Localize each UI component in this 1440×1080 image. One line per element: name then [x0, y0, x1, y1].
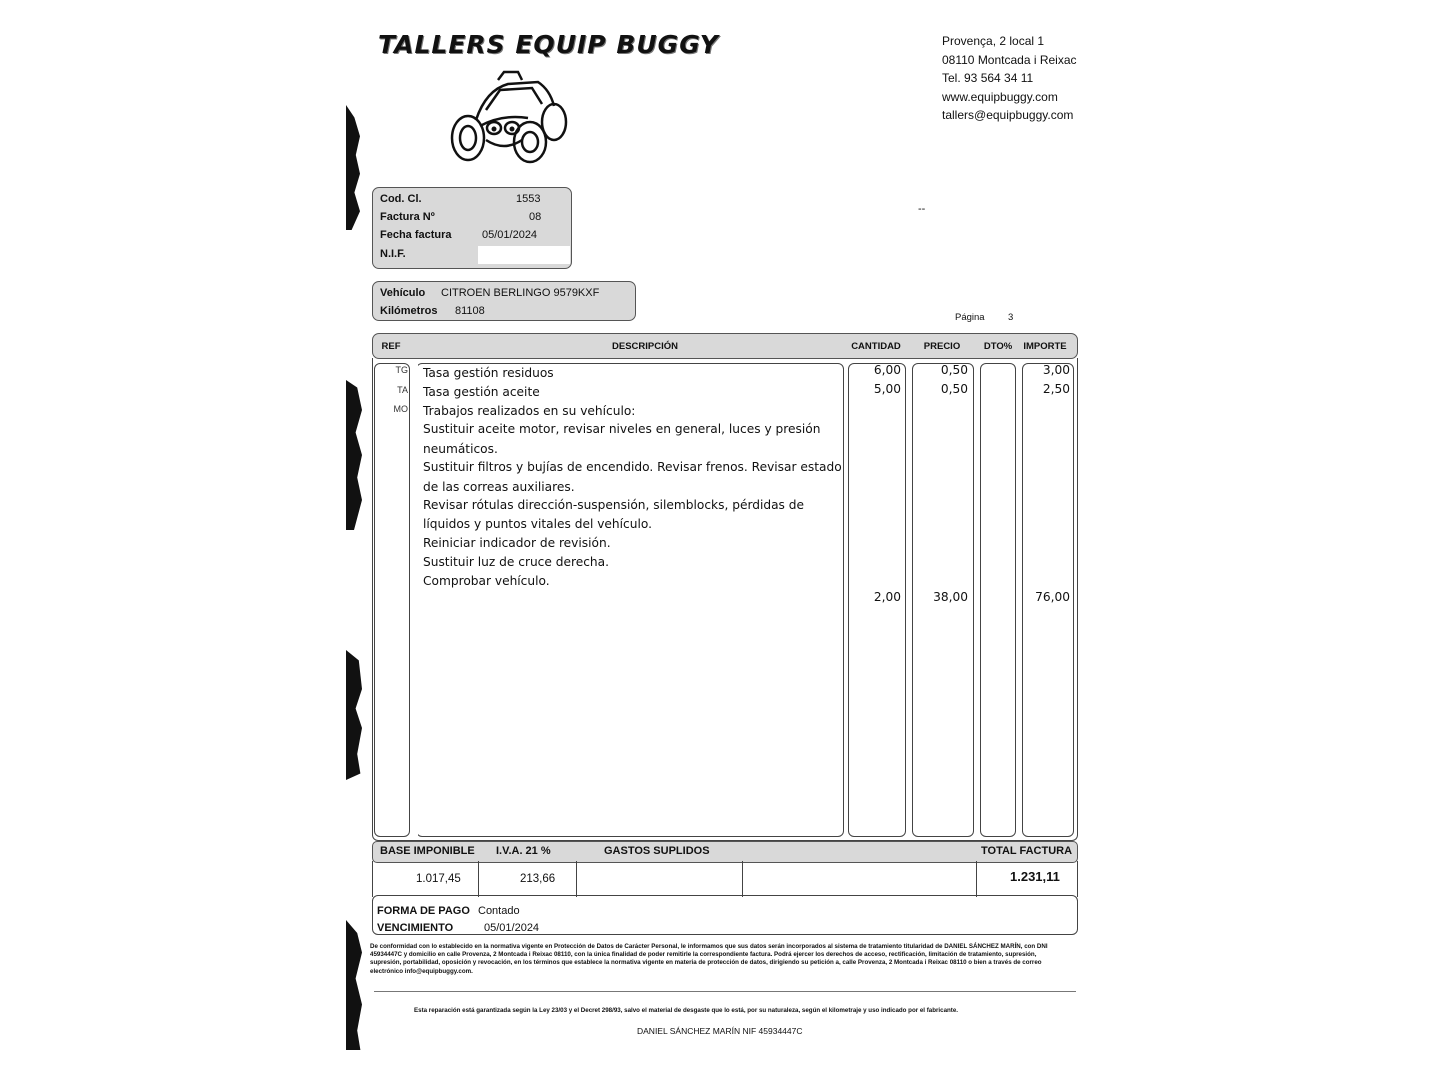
description-line: Tasa gestión residuos [423, 366, 554, 380]
totals-divider [576, 861, 577, 897]
total-factura-label: TOTAL FACTURA [981, 845, 1073, 857]
description-line: Revisar rótulas dirección-suspensión, silemblocks, pérdidas de [423, 498, 805, 512]
nif-redaction [478, 246, 570, 264]
row-precio: 38,00 [933, 590, 968, 604]
row-ref: MO [393, 404, 408, 414]
description-line: Sustituir filtros y bujías de encendido. Revisar frenos. Revisar estado [423, 460, 842, 474]
total-factura-value: 1.231,11 [1010, 869, 1060, 884]
header-precio: PRECIO [923, 341, 961, 352]
factura-value: 08 [529, 211, 542, 223]
forma-pago-label: FORMA DE PAGO [377, 905, 470, 917]
description-line: Comprobar vehículo. [423, 574, 550, 588]
row-cantidad: 6,00 [873, 363, 901, 377]
description-line: líquidos y puntos vitales del vehículo. [423, 517, 652, 531]
row-precio: 0,50 [940, 363, 968, 377]
address-line: 08110 Montcada i Reixac [942, 52, 1077, 67]
company-address [942, 32, 1077, 125]
website-line: www.equipbuggy.com [942, 89, 1058, 104]
totals-divider [742, 861, 743, 897]
cod-cliente-label: Cod. Cl. [380, 193, 422, 205]
vencimiento-value: 05/01/2024 [484, 922, 540, 934]
row-importe: 2,50 [1042, 382, 1070, 396]
row-ref: TA [397, 385, 408, 395]
page-number: 3 [1008, 312, 1014, 323]
vencimiento-label: VENCIMIENTO [377, 922, 454, 934]
header-dto: DTO% [983, 341, 1013, 352]
row-ref: TG [395, 365, 408, 375]
ref-mask [410, 363, 418, 836]
iva-value: 213,66 [520, 873, 556, 885]
footer-divider [374, 991, 1076, 992]
dto-column [980, 363, 1016, 837]
fecha-factura-label: Fecha factura [380, 229, 452, 241]
row-cantidad: 5,00 [873, 382, 901, 396]
header-importe: IMPORTE [1023, 341, 1067, 352]
description-line: neumáticos. [423, 442, 498, 456]
header-cantidad: CANTIDAD [851, 341, 901, 352]
phone-line: Tel. 93 564 34 11 [942, 71, 1034, 85]
vehiculo-label: Vehículo [380, 287, 426, 299]
row-importe: 3,00 [1042, 363, 1070, 377]
guarantee-notice: Esta reparación está garantizada según la Ley 23/03 y el Decret 298/93, salvo el material de desgaste que lo está, por su naturaleza, según el kilometraje y uso indicado por el fabricante. [414, 1007, 959, 1014]
description-line: de las correas auxiliares. [423, 480, 575, 494]
iva-label: I.V.A. 21 % [496, 845, 551, 857]
company-logo-title: TALLERS EQUIP BUGGY [378, 30, 719, 59]
forma-pago-value: Contado [478, 905, 520, 917]
description-line: Tasa gestión aceite [423, 385, 540, 399]
header-descripcion: DESCRIPCIÓN [612, 341, 678, 352]
address-line: Provença, 2 local 1 [942, 34, 1045, 48]
factura-label: Factura Nº [380, 211, 435, 223]
row-precio: 0,50 [940, 382, 968, 396]
cod-cliente-value: 1553 [516, 193, 541, 205]
description-line: Reiniciar indicador de revisión. [423, 536, 611, 550]
totals-header-bar [372, 841, 1078, 863]
kilometros-value: 81108 [455, 305, 485, 317]
vehiculo-value: CITROEN BERLINGO 9579KXF [441, 287, 600, 299]
buggy-logo-icon [446, 70, 572, 166]
description-line: Trabajos realizados en su vehículo: [423, 404, 636, 418]
fecha-factura-value: 05/01/2024 [482, 229, 538, 241]
kilometros-label: Kilómetros [380, 305, 438, 317]
row-cantidad: 2,00 [873, 590, 901, 604]
ref-column [374, 363, 410, 837]
footer-owner: DANIEL SÁNCHEZ MARÍN NIF 45934447C [637, 1026, 803, 1036]
base-imponible-value: 1.017,45 [416, 873, 461, 885]
row-importe: 76,00 [1035, 590, 1070, 604]
description-line: Sustituir luz de cruce derecha. [423, 555, 609, 569]
header-ref: REF [381, 341, 401, 352]
page-label: Página [955, 312, 985, 323]
dash-mark: -- [918, 203, 926, 215]
privacy-notice: De conformidad con lo establecido en la normativa vigente en Protección de Datos de Carácter Personal, le informamos que sus datos serán incorporados al sistema de tratamiento titularidad de DANIEL SÁNCHEZ MARÍN, con DNI 45934447C y domicilio en calle Provenza, 2 Montcada i Reixac 08110, con la única finalidad de poder remitirle la correspondiente factura. Podrá ejercer los derechos de acceso, rectificación, limitación de tratamiento, supresión, supresión, portabilidad, oposición y revocación, en los términos que establece la normativa vigente en materia de protección de datos, dirigiendo su petición a, calle Provenza, 2 Montcada i Reixac 08110 o bien a través de correo electrónico info@equipbuggy.com. [370, 943, 1048, 975]
description-line: Sustituir aceite motor, revisar niveles en general, luces y presión [423, 422, 821, 436]
totals-divider [976, 861, 977, 897]
gastos-suplidos-label: GASTOS SUPLIDOS [604, 845, 710, 857]
base-imponible-label: BASE IMPONIBLE [380, 845, 475, 857]
totals-divider [478, 861, 479, 897]
email-line: tallers@equipbuggy.com [942, 108, 1074, 122]
nif-label: N.I.F. [380, 248, 406, 260]
